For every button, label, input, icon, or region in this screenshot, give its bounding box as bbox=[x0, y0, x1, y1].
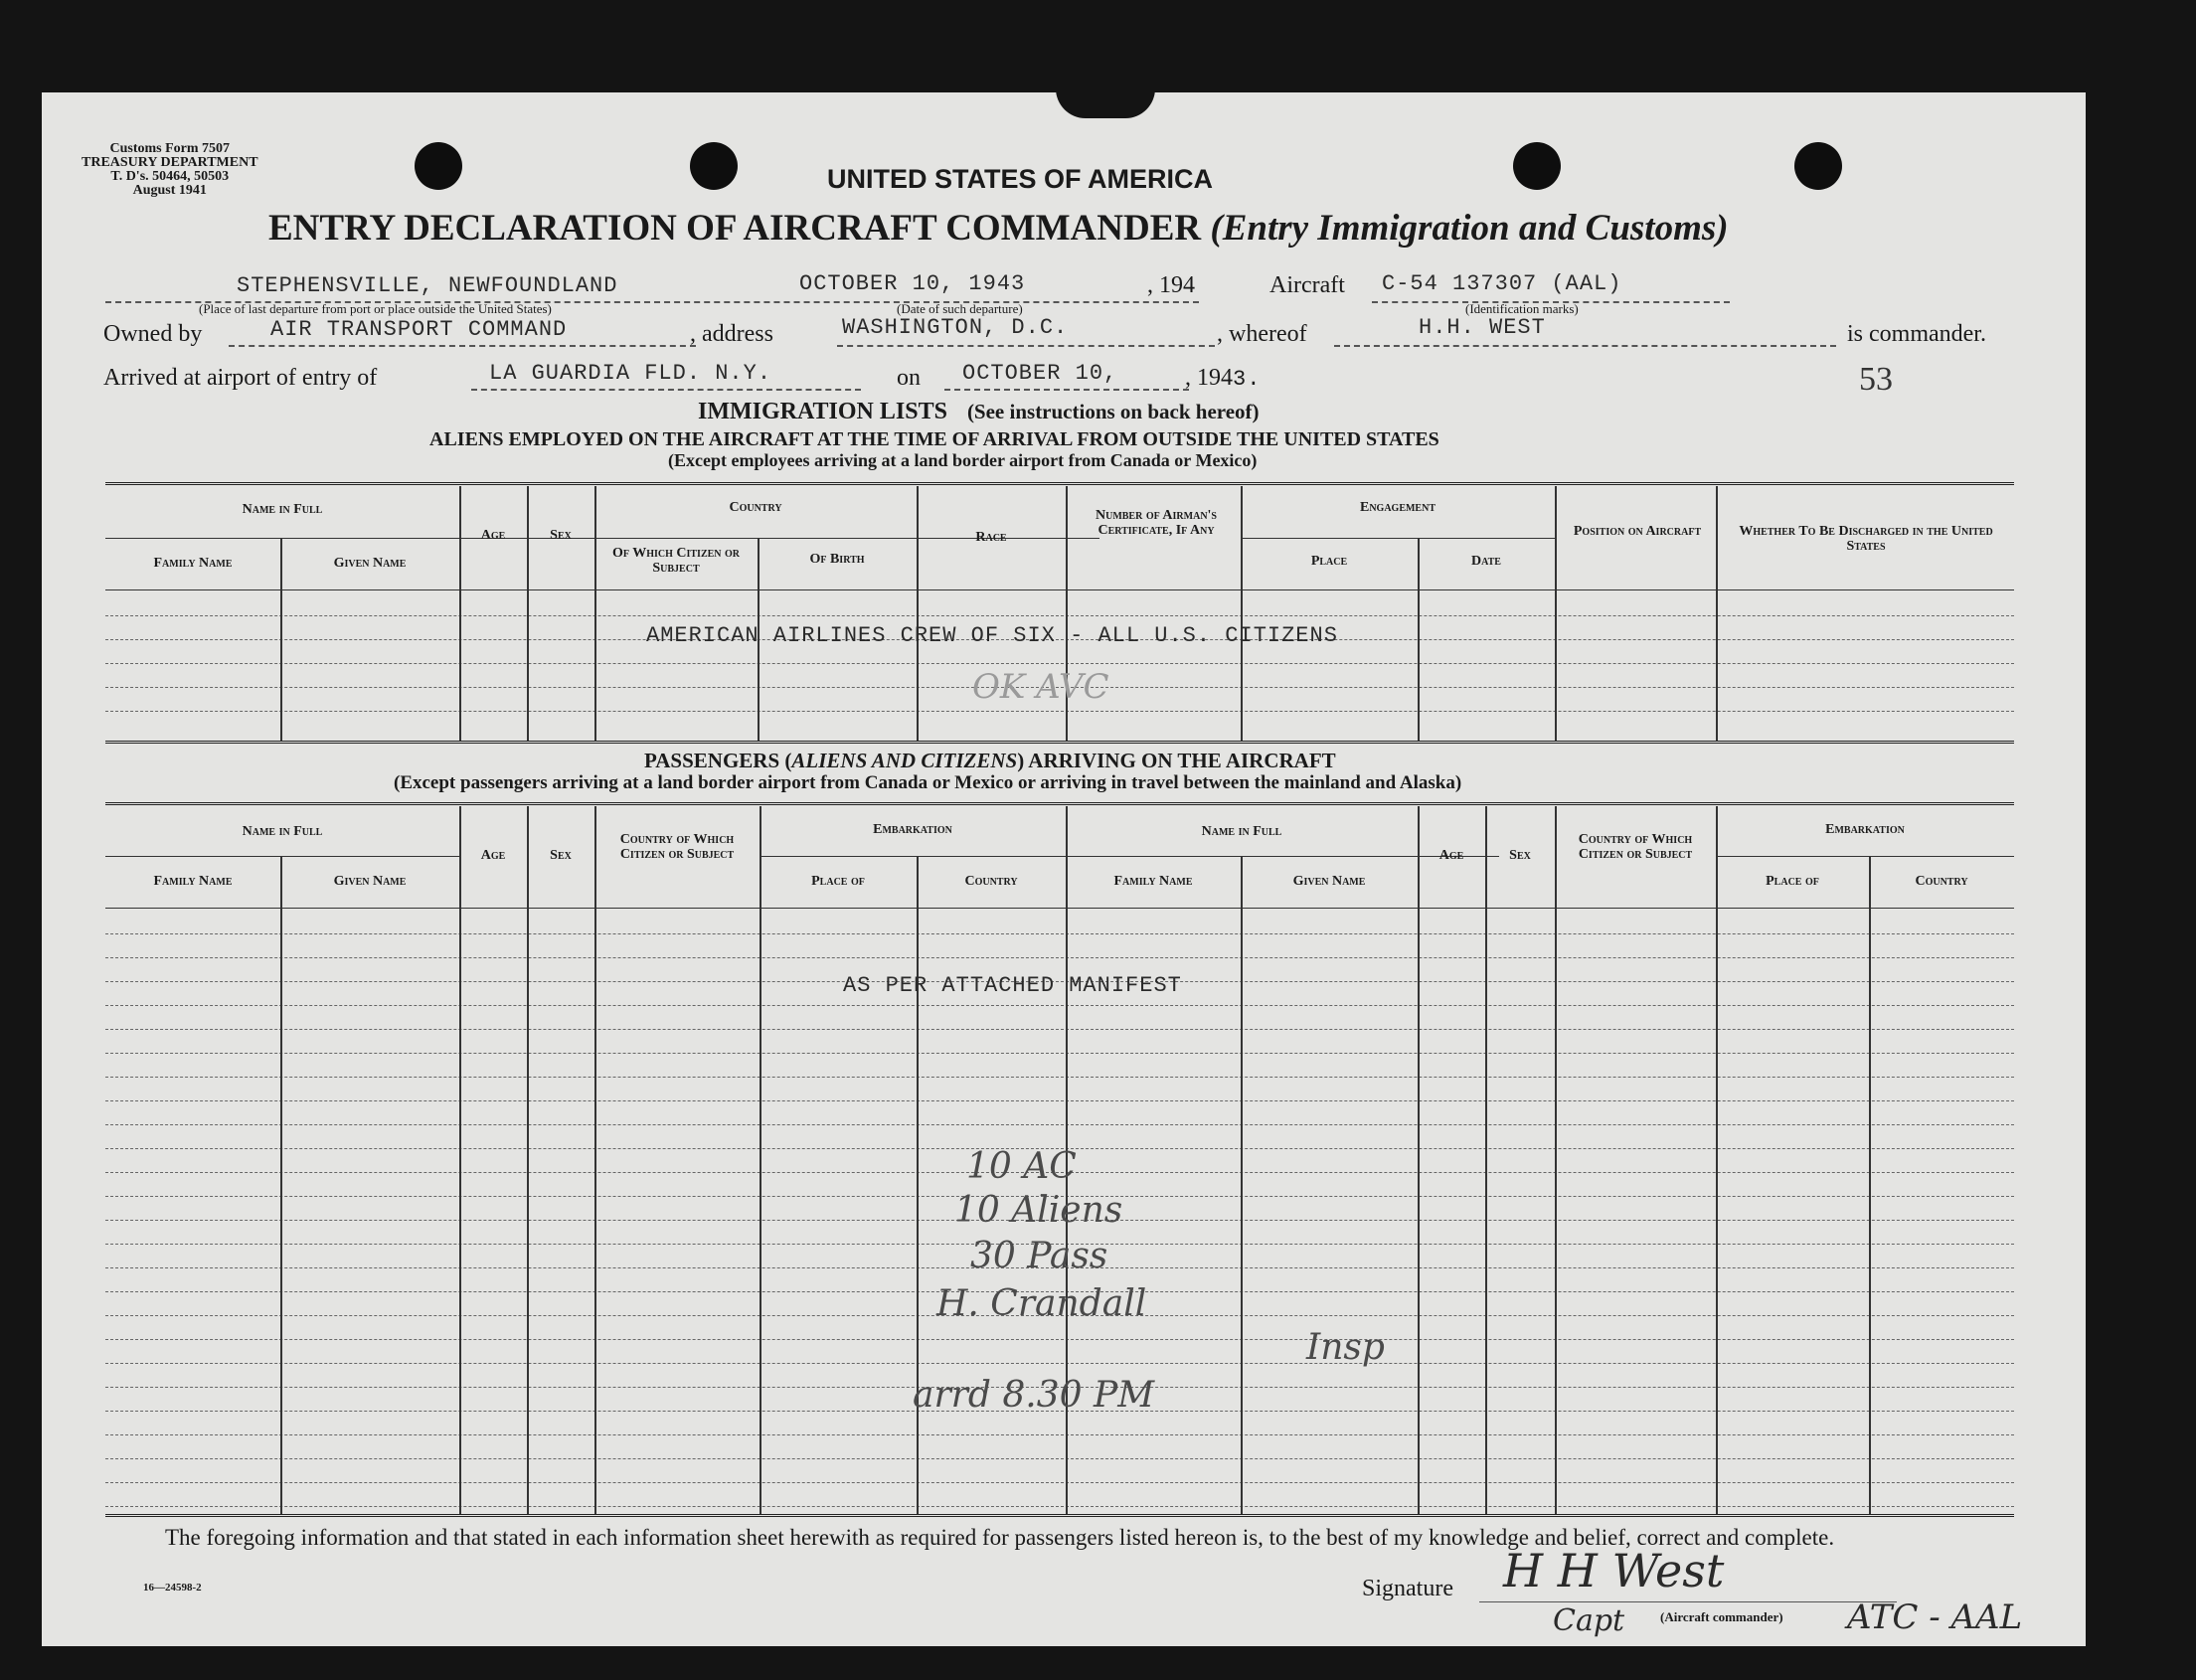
punch-hole-2 bbox=[690, 142, 738, 190]
pass-row-rule bbox=[105, 1100, 2014, 1101]
crew-col-rule bbox=[917, 486, 919, 741]
pass-row-rule bbox=[105, 1005, 2014, 1006]
crew-row-rule bbox=[105, 711, 2014, 712]
crew-table-bottom-rule bbox=[105, 741, 2014, 744]
pass-row-rule bbox=[105, 1363, 2014, 1364]
crew-handwritten-approval: OK AVC bbox=[972, 667, 1109, 707]
certification-statement: The foregoing information and that stated in each information sheet herewith as required for passengers listed hereon is, to the best of my knowledge and belief, correct and complete. bbox=[165, 1525, 1835, 1550]
address-label: , address bbox=[690, 321, 773, 347]
commander-field[interactable]: H.H. WEST bbox=[1419, 315, 1546, 340]
hand-note-2: 10 Aliens bbox=[954, 1190, 1123, 1231]
punch-hole-3 bbox=[1513, 142, 1561, 190]
commander-caption: (Aircraft commander) bbox=[1660, 1609, 1783, 1624]
is-commander-label: is commander. bbox=[1847, 321, 1986, 347]
pass-header-citizen-of-2: Country of Which Citizen or Subject bbox=[1578, 832, 1693, 862]
immigration-heading bbox=[698, 399, 1260, 425]
immigration-instructions: (See instructions on back hereof) bbox=[966, 400, 1260, 423]
hand-note-1: 10 AC bbox=[966, 1146, 1077, 1187]
address-rule bbox=[837, 345, 1215, 347]
pass-col-rule bbox=[527, 806, 529, 1514]
pass-col-rule bbox=[459, 806, 461, 1514]
pass-header-citizen-of: Country of Which Citizen or Subject bbox=[619, 832, 735, 862]
pass-col-rule bbox=[594, 806, 596, 1514]
crew-header-date: Date bbox=[1471, 554, 1501, 569]
immigration-except: (Except employees arriving at a land border airport from Canada or Mexico) bbox=[668, 450, 1258, 470]
signature-rule bbox=[1479, 1601, 1897, 1602]
passengers-title-a: PASSENGERS ( bbox=[644, 749, 792, 772]
pass-row-rule bbox=[105, 1029, 2014, 1030]
pass-header-country: Country bbox=[964, 874, 1018, 889]
crew-header-citizen-of: Of Which Citizen or Subject bbox=[611, 546, 741, 576]
pass-row-rule bbox=[105, 957, 2014, 958]
hand-note-5: Insp bbox=[1306, 1327, 1385, 1368]
pass-col-rule bbox=[1418, 806, 1420, 1514]
pass-header-bottom-rule bbox=[105, 908, 2014, 909]
title-italic: (Entry Immigration and Customs) bbox=[1210, 208, 1729, 249]
crew-col-rule bbox=[459, 486, 461, 741]
crew-header-bottom-rule bbox=[105, 589, 2014, 590]
pass-subheader-rule bbox=[760, 856, 1499, 857]
torn-edge bbox=[1056, 88, 1155, 118]
pass-header-embarkation-2: Embarkation bbox=[1825, 822, 1905, 837]
passengers-title-b: ) ARRIVING ON THE AIRCRAFT bbox=[1017, 749, 1336, 772]
pass-row-rule bbox=[105, 1506, 2014, 1507]
td-numbers: T. D's. 50464, 50503 bbox=[110, 169, 230, 184]
pass-col-rule bbox=[1485, 806, 1487, 1514]
crew-header-sex: Sex bbox=[550, 528, 572, 543]
arrival-date-rule bbox=[944, 389, 1189, 391]
pass-header-sex-2: Sex bbox=[1509, 848, 1531, 863]
pass-row-rule bbox=[105, 1339, 2014, 1340]
pass-col-rule bbox=[280, 856, 282, 1514]
pass-row-rule bbox=[105, 1434, 2014, 1435]
hand-note-6: arrd 8.30 PM bbox=[913, 1375, 1155, 1416]
immigration-subtitle: ALIENS EMPLOYED ON THE AIRCRAFT AT THE TIME OF ARRIVAL FROM OUTSIDE THE UNITED STATES bbox=[429, 428, 1439, 450]
arrival-year-prefix: , 194 bbox=[1185, 365, 1233, 391]
pass-row-rule bbox=[105, 1077, 2014, 1078]
signature-field[interactable]: H H West bbox=[1503, 1544, 1725, 1597]
departure-date-caption: (Date of such departure) bbox=[897, 301, 1023, 316]
crew-table-top-rule bbox=[105, 482, 2014, 485]
crew-col-rule bbox=[1716, 486, 1718, 741]
crew-row-rule bbox=[105, 663, 2014, 664]
arrival-year-value[interactable]: 3. bbox=[1233, 367, 1262, 392]
pass-col-rule bbox=[1716, 806, 1718, 1514]
form-number: Customs Form 7507 bbox=[109, 141, 231, 156]
crew-col-rule bbox=[1555, 486, 1557, 741]
pass-header-given-name: Given Name bbox=[333, 874, 407, 889]
passengers-title-italic: ALIENS AND CITIZENS bbox=[791, 749, 1018, 772]
hand-capt: Capt bbox=[1553, 1603, 1625, 1638]
punch-hole-1 bbox=[415, 142, 462, 190]
crew-header-certificate: Number of Airman's Certificate, If Any bbox=[1095, 508, 1217, 538]
address-field[interactable]: WASHINGTON, D.C. bbox=[842, 315, 1069, 340]
signature-label: Signature bbox=[1362, 1576, 1453, 1601]
crew-header-discharged: Whether To Be Discharged in the United States bbox=[1739, 524, 1993, 554]
crew-header-given-name: Given Name bbox=[333, 556, 407, 571]
pass-header-place-of-2: Place of bbox=[1766, 874, 1819, 889]
title-main: ENTRY DECLARATION OF AIRCRAFT COMMANDER bbox=[268, 208, 1202, 249]
commander-rule bbox=[1334, 345, 1836, 347]
passengers-except: (Except passengers arriving at a land border airport from Canada or Mexico or arriving in travel between the mainland and Alaska) bbox=[394, 772, 1462, 793]
form-date: August 1941 bbox=[132, 183, 207, 198]
hand-note-3: 30 Pass bbox=[970, 1236, 1108, 1276]
arrival-year bbox=[1185, 365, 1261, 392]
department: TREASURY DEPARTMENT bbox=[82, 155, 258, 170]
departure-place-caption: (Place of last departure from port or place outside the United States) bbox=[199, 301, 552, 316]
crew-header-of-birth: Of Birth bbox=[809, 552, 865, 567]
pass-col-rule bbox=[1241, 856, 1243, 1514]
pass-table-top-rule bbox=[105, 802, 2014, 805]
crew-header-country: Country bbox=[729, 500, 782, 515]
whereof-label: , whereof bbox=[1217, 321, 1307, 347]
crew-header-engagement: Engagement bbox=[1359, 500, 1436, 515]
pass-header-age-2: Age bbox=[1438, 848, 1464, 863]
pass-row-rule bbox=[105, 1053, 2014, 1054]
crew-subheader-rule-2 bbox=[1241, 538, 1555, 539]
pass-header-given-name-2: Given Name bbox=[1292, 874, 1366, 889]
crew-col-rule bbox=[527, 486, 529, 741]
pass-entry-text[interactable]: AS PER ATTACHED MANIFEST bbox=[843, 973, 1182, 998]
crew-col-rule bbox=[594, 486, 596, 741]
pass-header-name: Name in Full bbox=[242, 824, 323, 839]
aircraft-label: Aircraft bbox=[1269, 272, 1345, 298]
crew-header-family-name: Family Name bbox=[153, 556, 233, 571]
arrival-label: Arrived at airport of entry of bbox=[103, 365, 378, 391]
aircraft-id-caption: (Identification marks) bbox=[1465, 301, 1579, 316]
form-sheet bbox=[42, 92, 2086, 1646]
pass-header-place-of: Place of bbox=[811, 874, 865, 889]
crew-col-rule bbox=[1241, 486, 1243, 741]
pass-row-rule bbox=[105, 933, 2014, 934]
immigration-title: IMMIGRATION LISTS bbox=[698, 399, 947, 424]
pass-col-rule bbox=[1869, 856, 1871, 1514]
pass-subheader-rule bbox=[105, 856, 459, 857]
punch-hole-4 bbox=[1794, 142, 1842, 190]
pass-subheader-rule bbox=[1716, 856, 2014, 857]
owned-by-field[interactable]: AIR TRANSPORT COMMAND bbox=[270, 317, 568, 342]
hand-org: ATC - AAL bbox=[1847, 1597, 2023, 1637]
crew-header-name: Name in Full bbox=[242, 502, 323, 517]
pass-header-sex: Sex bbox=[550, 848, 572, 863]
owned-by-label: Owned by bbox=[103, 321, 203, 347]
crew-row-rule bbox=[105, 615, 2014, 616]
passengers-heading bbox=[644, 749, 1336, 773]
crew-header-race: Race bbox=[975, 530, 1007, 545]
pass-col-rule bbox=[760, 806, 761, 1514]
arrival-airport-rule bbox=[471, 389, 861, 391]
pass-col-rule bbox=[1555, 806, 1557, 1514]
pass-row-rule bbox=[105, 1124, 2014, 1125]
crew-header-position: Position on Aircraft bbox=[1573, 524, 1702, 539]
departure-place-field[interactable]: STEPHENSVILLE, NEWFOUNDLAND bbox=[237, 273, 618, 298]
page-number: 53 bbox=[1859, 361, 1893, 398]
form-title bbox=[268, 207, 1729, 250]
pass-header-family-name: Family Name bbox=[153, 874, 233, 889]
form-id-block bbox=[82, 142, 258, 198]
pass-header-country-2: Country bbox=[1915, 874, 1968, 889]
form-code: 16—24598-2 bbox=[143, 1582, 202, 1594]
crew-header-age: Age bbox=[480, 528, 506, 543]
arrival-airport-field[interactable]: LA GUARDIA FLD. N.Y. bbox=[489, 361, 772, 386]
pass-header-family-name-2: Family Name bbox=[1113, 874, 1193, 889]
country-heading: UNITED STATES OF AMERICA bbox=[827, 164, 1213, 194]
arrival-date-field[interactable]: OCTOBER 10, bbox=[962, 361, 1118, 386]
departure-date-field[interactable]: OCTOBER 10, 1943 bbox=[799, 271, 1026, 296]
hand-note-4: H. Crandall bbox=[936, 1283, 1147, 1324]
aircraft-id-field[interactable]: C-54 137307 (AAL) bbox=[1382, 271, 1622, 296]
pass-row-rule bbox=[105, 1458, 2014, 1459]
pass-header-embarkation: Embarkation bbox=[873, 822, 952, 837]
pass-header-age: Age bbox=[480, 848, 506, 863]
crew-header-place: Place bbox=[1310, 554, 1348, 569]
pass-header-name-2: Name in Full bbox=[1201, 824, 1282, 839]
pass-table-bottom-rule bbox=[105, 1514, 2014, 1517]
arrival-on-label: on bbox=[897, 365, 921, 391]
departure-year-label: , 194 bbox=[1147, 272, 1195, 298]
owned-by-rule bbox=[229, 345, 696, 347]
pass-row-rule bbox=[105, 1482, 2014, 1483]
crew-entry-text[interactable]: AMERICAN AIRLINES CREW OF SIX - ALL U.S. CITIZENS bbox=[646, 623, 1338, 648]
